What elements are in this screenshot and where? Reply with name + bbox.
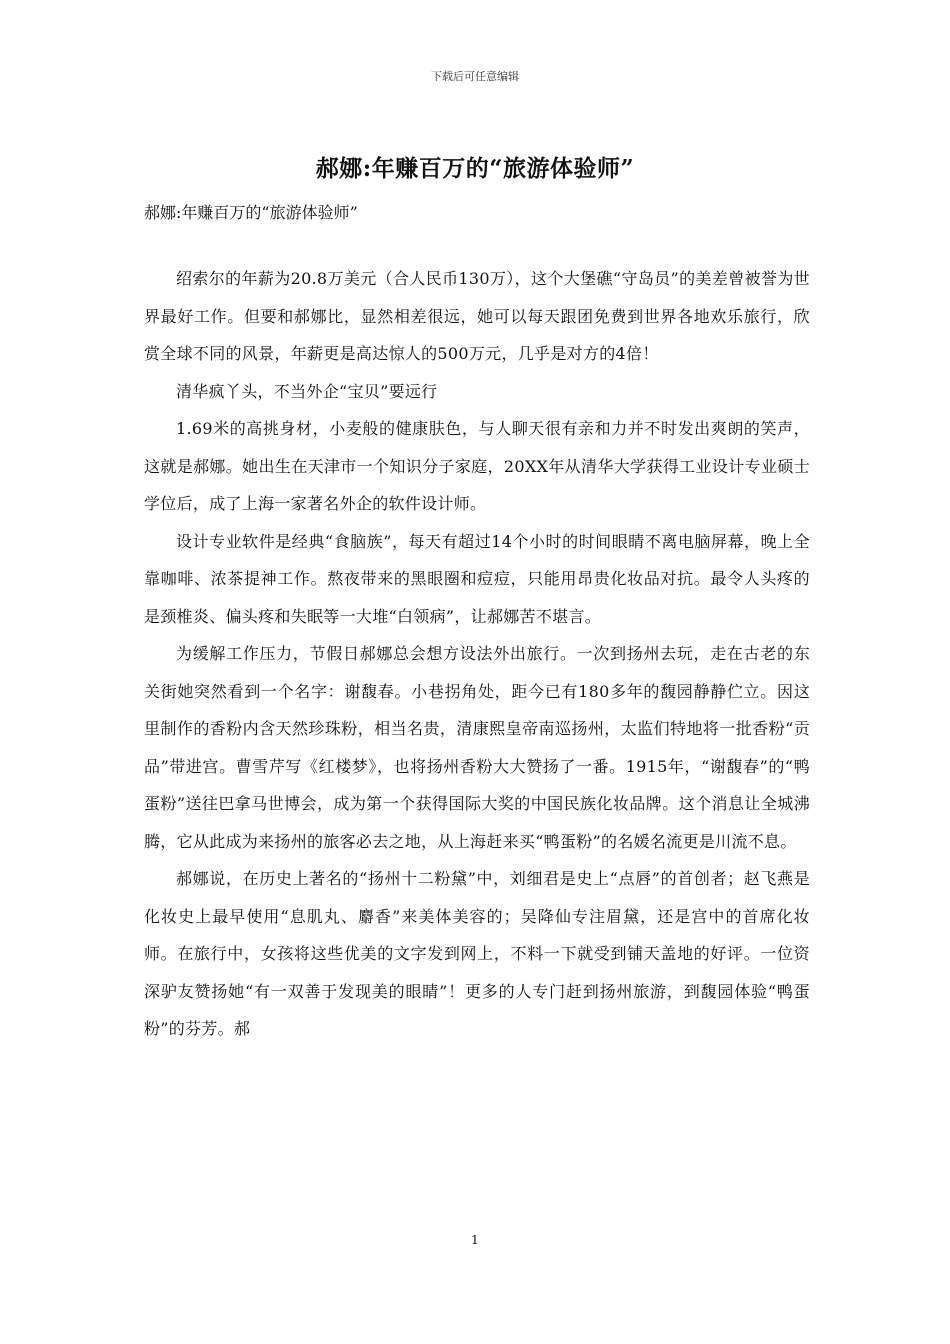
paragraph-intro: 绍索尔的年薪为20.8万美元（合人民币130万），这个大堡礁“守岛员”的美差曾被誉为世界最好工作。但要和郝娜比，显然相差很远，她可以每天跟团免费到世界各地欢乐旅行，欣赏全球不同的风景，年薪更是高达惊人的500万元，几乎是对方的4倍！ xyxy=(144,269,810,363)
article-body xyxy=(144,260,810,1048)
section-heading: 清华疯丫头，不当外企“宝贝”要远行 xyxy=(176,381,438,401)
page-number: 1 xyxy=(471,1233,479,1247)
paragraph-work-stress: 设计专业软件是经典“食脑族”，每天有超过14个小时的时间眼睛不离电脑屏幕，晚上全靠咖啡、浓茶提神工作。熬夜带来的黑眼圈和痘痘，只能用昂贵化妆品对抗。最令人头疼的是颈椎炎、偏头疼和失眠等一大堆“白领病”，让郝娜苦不堪言。 xyxy=(144,531,810,626)
paragraph-yangzhou-trip: 为缓解工作压力，节假日郝娜总会想方设法外出旅行。一次到扬州去玩，走在古老的东关街她突然看到一个名字：谢馥春。小巷拐角处，距今已有180多年的馥园静静伫立。因这里制作的香粉内含天然珍珠粉，相当名贵，清康熙皇帝南巡扬州，太监们特地将一批香粉“贡品”带进宫。曹雪芹写《红楼梦》，也将扬州香粉大大赞扬了一番。1915年，“谢馥春”的“鸭蛋粉”送往巴拿马世博会，成为第一个获得国际大奖的中国民族化妆品牌。这个消息让全城沸腾，它从此成为来扬州的旅客必去之地，从上海赶来买“鸭蛋粉”的名媛名流更是川流不息。 xyxy=(144,644,810,851)
document-subtitle: 郝娜:年赚百万的“旅游体验师” xyxy=(144,203,358,222)
paragraph-history: 郝娜说，在历史上著名的“扬州十二粉黛”中，刘细君是史上“点唇”的首创者；赵飞燕是化妆史上最早使用“息肌丸、麝香”来美体美容的；吴降仙专注眉黛，还是宫中的首席化妆师。在旅行中，女孩将这些优美的文字发到网上，不料一下就受到铺天盖地的好评。一位资深驴友赞扬她“有一双善于发现美的眼睛”！更多的人专门赶到扬州旅游，到馥园体验“鸭蛋粉”的芬芳。郝 xyxy=(144,869,810,1038)
header-note: 下载后可任意编辑 xyxy=(431,70,519,83)
document-title: 郝娜:年赚百万的“旅游体验师” xyxy=(315,155,635,182)
paragraph-background: 1.69米的高挑身材，小麦般的健康肤色，与人聊天很有亲和力并不时发出爽朗的笑声，这就是郝娜。她出生在天津市一个知识分子家庭，20XX年从清华大学获得工业设计专业硕士学位后，成了上海一家著名外企的软件设计师。 xyxy=(144,419,810,513)
